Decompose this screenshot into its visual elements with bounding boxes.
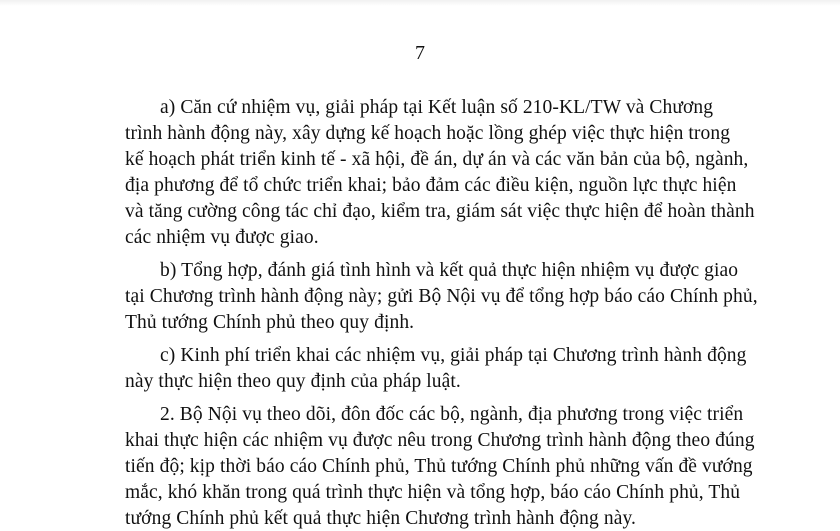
page-number: 7 bbox=[415, 42, 425, 64]
paragraph-line: a) Căn cứ nhiệm vụ, giải pháp tại Kết luận số 210-KL/TW và Chương bbox=[160, 97, 714, 118]
paragraph-line: mắc, khó khăn trong quá trình thực hiện và tổng hợp, báo cáo Chính phủ, Thủ bbox=[125, 482, 741, 503]
paragraph-line: này thực hiện theo quy định của pháp luật. bbox=[125, 371, 461, 392]
paragraph-line: b) Tổng hợp, đánh giá tình hình và kết quả thực hiện nhiệm vụ được giao bbox=[160, 260, 739, 281]
paragraph-line: trình hành động này, xây dựng kế hoạch hoặc lồng ghép việc thực hiện trong bbox=[125, 123, 731, 144]
paragraph-line: khai thực hiện các nhiệm vụ được nêu trong Chương trình hành động theo đúng bbox=[125, 430, 755, 451]
paragraph-line: tướng Chính phủ kết quả thực hiện Chương trình hành động này. bbox=[125, 508, 637, 529]
scan-edge bbox=[0, 0, 840, 6]
paragraph-line: 2. Bộ Nội vụ theo dõi, đôn đốc các bộ, ngành, địa phương trong việc triển bbox=[160, 404, 744, 425]
paragraph-line: các nhiệm vụ được giao. bbox=[125, 227, 319, 248]
paragraph-line: c) Kinh phí triển khai các nhiệm vụ, giải pháp tại Chương trình hành động bbox=[160, 345, 747, 366]
paragraph-line: Thủ tướng Chính phủ theo quy định. bbox=[125, 312, 415, 333]
paragraph-line: địa phương để tổ chức triển khai; bảo đảm các điều kiện, nguồn lực thực hiện bbox=[125, 175, 737, 196]
paragraph-line: và tăng cường công tác chỉ đạo, kiểm tra, giám sát việc thực hiện để hoàn thành bbox=[125, 201, 755, 222]
paragraph-line: tại Chương trình hành động này; gửi Bộ Nội vụ để tổng hợp báo cáo Chính phủ, bbox=[125, 286, 758, 307]
paragraph-line: kế hoạch phát triển kinh tế - xã hội, đề án, dự án và các văn bản của bộ, ngành, bbox=[125, 149, 749, 170]
paragraph-line: tiến độ; kịp thời báo cáo Chính phủ, Thủ tướng Chính phủ những vấn đề vướng bbox=[125, 456, 753, 477]
